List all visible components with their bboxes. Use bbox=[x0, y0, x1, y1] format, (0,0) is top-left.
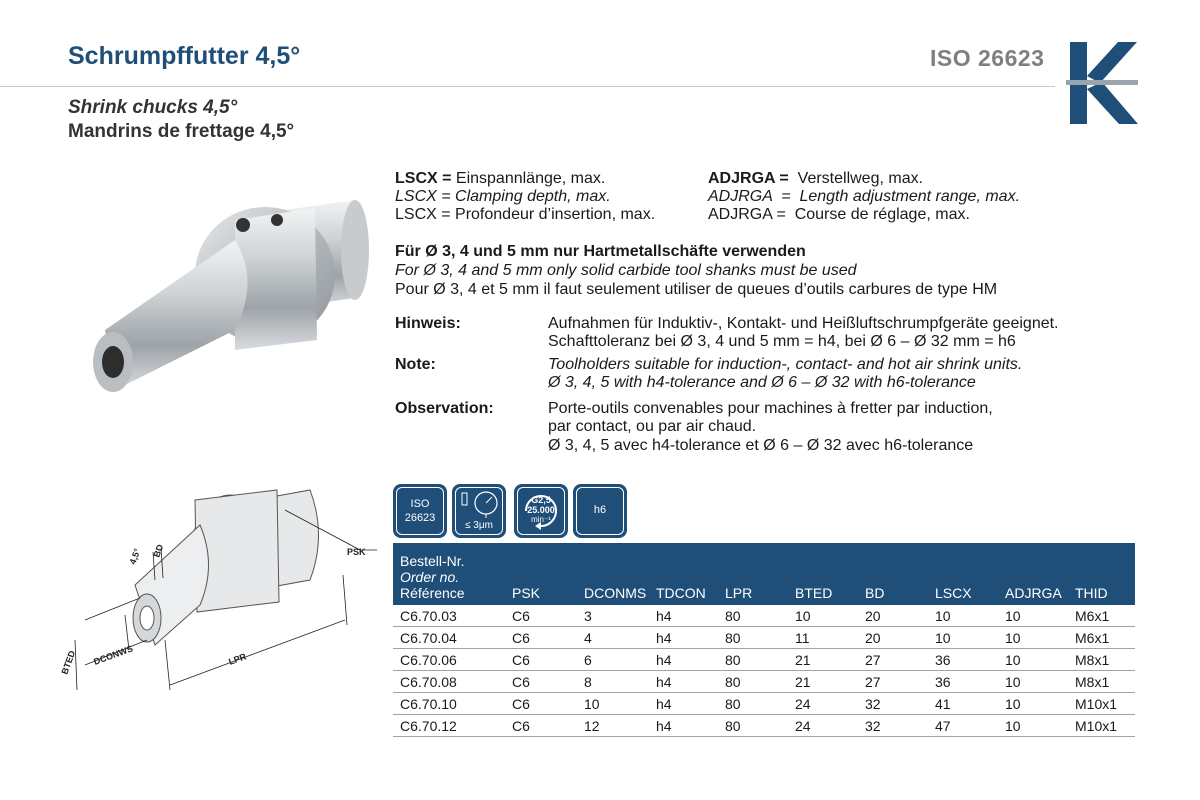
table-cell: C6 bbox=[505, 605, 577, 627]
carbide-en: For Ø 3, 4 and 5 mm only solid carbide tool shanks must be used bbox=[395, 262, 857, 279]
table-row bbox=[393, 671, 1135, 693]
table-cell: C6.70.06 bbox=[393, 649, 505, 671]
table-cell: M10x1 bbox=[1068, 693, 1135, 715]
notes-section bbox=[395, 315, 1155, 465]
iso-standard-badge: ISO 26623 bbox=[393, 484, 447, 538]
table-row bbox=[393, 715, 1135, 737]
table-cell: h4 bbox=[649, 693, 718, 715]
definitions-lscx: LSCX = Einspannlänge, max. LSCX = Clamping depth, max. LSCX = Profondeur d’insertion, max. bbox=[395, 170, 656, 223]
table-cell: 24 bbox=[788, 715, 858, 737]
table-row bbox=[393, 693, 1135, 715]
col-order-no: Bestell-Nr. Order no. Référence bbox=[393, 543, 505, 605]
col-bted: BTED bbox=[788, 543, 858, 605]
table-cell: 27 bbox=[858, 671, 928, 693]
note-fr-2: par contact, ou par air chaud. bbox=[548, 418, 757, 435]
col-lscx: LSCX bbox=[928, 543, 998, 605]
col-bd: BD bbox=[858, 543, 928, 605]
note-fr-3: Ø 3, 4, 5 avec h4-tolerance et Ø 6 – Ø 32 avec h6-tolerance bbox=[548, 437, 974, 454]
table-cell: 20 bbox=[858, 627, 928, 649]
table-cell: h4 bbox=[649, 715, 718, 737]
table-cell: h4 bbox=[649, 649, 718, 671]
table-cell: C6 bbox=[505, 627, 577, 649]
table-cell: 10 bbox=[928, 605, 998, 627]
technical-drawing bbox=[55, 480, 385, 710]
col-dconms: DCONMS bbox=[577, 543, 649, 605]
col-thid: THID bbox=[1068, 543, 1135, 605]
table-cell: 80 bbox=[718, 627, 788, 649]
table-cell: C6.70.10 bbox=[393, 693, 505, 715]
table-cell: M6x1 bbox=[1068, 605, 1135, 627]
table-header-row bbox=[393, 543, 1135, 605]
table-cell: M8x1 bbox=[1068, 649, 1135, 671]
drawing-angle: 4,5° bbox=[127, 547, 143, 566]
table-cell: C6 bbox=[505, 649, 577, 671]
drawing-lpr: LPR bbox=[227, 651, 248, 667]
carbide-fr: Pour Ø 3, 4 et 5 mm il faut seulement utiliser de queues d’outils carbures de type HM bbox=[395, 281, 998, 298]
note-label-en: Note: bbox=[395, 356, 436, 373]
table-cell: 21 bbox=[788, 649, 858, 671]
carbide-de: Für Ø 3, 4 und 5 mm nur Hartmetallschäfte verwenden bbox=[395, 243, 806, 260]
note-label-de: Hinweis: bbox=[395, 315, 461, 332]
col-adjrga: ADJRGA bbox=[998, 543, 1068, 605]
table-cell: 47 bbox=[928, 715, 998, 737]
table-row bbox=[393, 649, 1135, 671]
table-cell: 10 bbox=[928, 627, 998, 649]
table-cell: C6.70.04 bbox=[393, 627, 505, 649]
table-cell: C6 bbox=[505, 693, 577, 715]
table-cell: 10 bbox=[998, 693, 1068, 715]
drawing-bd: BD bbox=[151, 543, 166, 559]
product-photo bbox=[85, 180, 385, 420]
balance-badge: G2,5 25.000 min⁻¹ bbox=[514, 484, 568, 538]
table-cell: 6 bbox=[577, 649, 649, 671]
note-en-1: Toolholders suitable for induction-, contact- and hot air shrink units. bbox=[548, 356, 1023, 373]
table-cell: 36 bbox=[928, 671, 998, 693]
table-row bbox=[393, 627, 1135, 649]
col-lpr: LPR bbox=[718, 543, 788, 605]
subtitle-fr: Mandrins de frettage 4,5° bbox=[68, 121, 295, 142]
table-cell: C6.70.03 bbox=[393, 605, 505, 627]
table-cell: h4 bbox=[649, 671, 718, 693]
table-cell: 21 bbox=[788, 671, 858, 693]
drawing-psk: PSK bbox=[347, 547, 366, 557]
table-cell: 12 bbox=[577, 715, 649, 737]
table-cell: C6 bbox=[505, 715, 577, 737]
table-row bbox=[393, 605, 1135, 627]
table-cell: 4 bbox=[577, 627, 649, 649]
note-en-2: Ø 3, 4, 5 with h4-tolerance and Ø 6 – Ø 32 with h6-tolerance bbox=[548, 374, 976, 391]
standard-label: ISO 26623 bbox=[930, 45, 1045, 71]
table-cell: 8 bbox=[577, 671, 649, 693]
table-cell: 10 bbox=[998, 649, 1068, 671]
tolerance-badge: h6 bbox=[573, 484, 627, 538]
table-cell: 32 bbox=[858, 693, 928, 715]
table-cell: 10 bbox=[788, 605, 858, 627]
dial-gauge-icon bbox=[460, 490, 500, 518]
table-cell: 32 bbox=[858, 715, 928, 737]
drawing-bted: BTED bbox=[59, 649, 78, 676]
table-cell: 24 bbox=[788, 693, 858, 715]
table-cell: 41 bbox=[928, 693, 998, 715]
table-cell: 80 bbox=[718, 693, 788, 715]
table-cell: 80 bbox=[718, 605, 788, 627]
table-cell: 36 bbox=[928, 649, 998, 671]
note-label-fr: Observation: bbox=[395, 400, 494, 417]
table-cell: 10 bbox=[577, 693, 649, 715]
table-cell: 11 bbox=[788, 627, 858, 649]
table-cell: 27 bbox=[858, 649, 928, 671]
header-divider bbox=[0, 86, 1055, 87]
brand-logo-icon bbox=[1066, 42, 1138, 124]
table-cell: h4 bbox=[649, 627, 718, 649]
table-cell: C6.70.12 bbox=[393, 715, 505, 737]
table-cell: C6 bbox=[505, 671, 577, 693]
table-cell: 10 bbox=[998, 671, 1068, 693]
table-cell: h4 bbox=[649, 605, 718, 627]
carbide-notice bbox=[395, 242, 997, 299]
subtitle-en: Shrink chucks 4,5° bbox=[68, 97, 238, 118]
table-cell: 3 bbox=[577, 605, 649, 627]
table-cell: 10 bbox=[998, 715, 1068, 737]
definitions-adjrga: ADJRGA = Verstellweg, max. ADJRGA = Length adjustment range, max. ADJRGA = Course de réglage, max. bbox=[708, 170, 1021, 223]
table-cell: 80 bbox=[718, 671, 788, 693]
table-cell: M6x1 bbox=[1068, 627, 1135, 649]
runout-badge: ≤ 3μm bbox=[452, 484, 506, 538]
table-cell: M10x1 bbox=[1068, 715, 1135, 737]
page-title: Schrumpffutter 4,5° bbox=[68, 42, 301, 70]
table-cell: 10 bbox=[998, 627, 1068, 649]
table-cell: C6.70.08 bbox=[393, 671, 505, 693]
col-tdcon: TDCON bbox=[649, 543, 718, 605]
product-table bbox=[393, 543, 1135, 737]
note-de-1: Aufnahmen für Induktiv-, Kontakt- und Heißluftschrumpfgeräte geeignet. bbox=[548, 315, 1059, 332]
col-psk: PSK bbox=[505, 543, 577, 605]
note-fr-1: Porte-outils convenables pour machines à fretter par induction, bbox=[548, 400, 993, 417]
table-cell: 20 bbox=[858, 605, 928, 627]
table-cell: 80 bbox=[718, 715, 788, 737]
drawing-dconws: DCONWS bbox=[92, 643, 135, 667]
table-cell: 10 bbox=[998, 605, 1068, 627]
table-cell: 80 bbox=[718, 649, 788, 671]
table-cell: M8x1 bbox=[1068, 671, 1135, 693]
note-de-2: Schafttoleranz bei Ø 3, 4 und 5 mm = h4, bei Ø 6 – Ø 32 mm = h6 bbox=[548, 333, 1016, 350]
